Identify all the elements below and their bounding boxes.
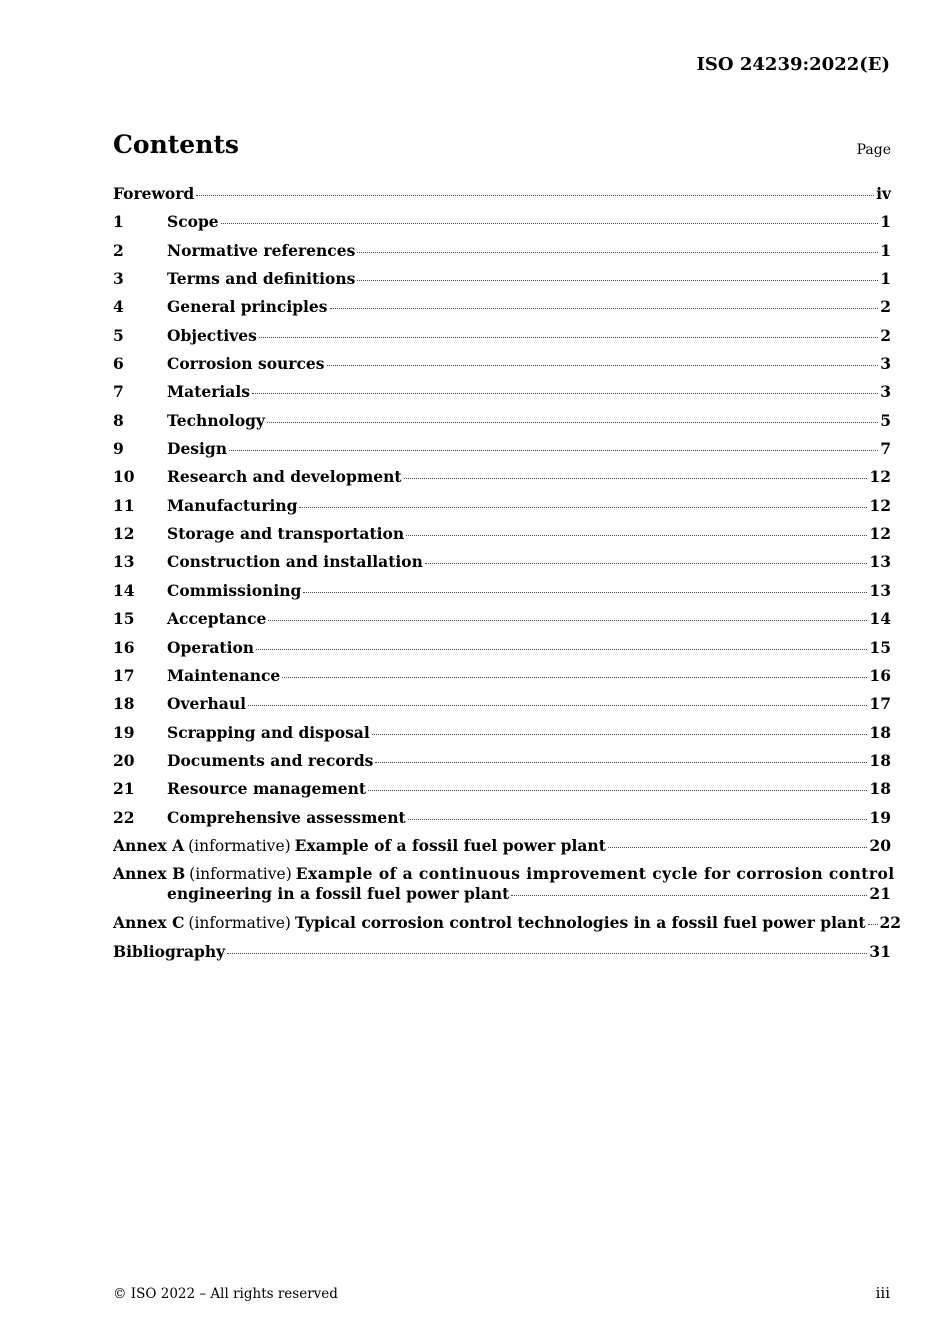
toc-entry-title: Technology bbox=[167, 410, 266, 430]
toc-entry-title: Scope bbox=[167, 212, 219, 232]
toc-entry-clause-8[interactable] bbox=[113, 411, 891, 439]
toc-entry-clause-6[interactable] bbox=[113, 354, 891, 382]
toc-entry-clause-18[interactable] bbox=[113, 694, 891, 722]
dot-leader bbox=[406, 535, 867, 536]
toc-entry-clause-17[interactable] bbox=[113, 666, 891, 694]
dot-leader bbox=[368, 790, 867, 791]
toc-entry-clause-10[interactable] bbox=[113, 467, 891, 495]
toc-entry-number: 15 bbox=[113, 609, 135, 629]
dot-leader bbox=[357, 280, 878, 281]
toc-entry-number: 11 bbox=[113, 495, 135, 515]
toc-entry-page: 14 bbox=[869, 609, 891, 629]
annex-title-line-1 bbox=[113, 864, 895, 884]
toc-entry-page: 12 bbox=[869, 467, 891, 487]
toc-entry-number: 7 bbox=[113, 382, 124, 402]
toc-entry-title: Foreword bbox=[113, 184, 195, 203]
toc-entry-number: 14 bbox=[113, 580, 135, 600]
toc-entry-title: Normative references bbox=[167, 240, 356, 260]
annex-type: (informative) bbox=[189, 865, 292, 884]
annex-title-line-2 bbox=[113, 884, 891, 906]
toc-entry-number: 21 bbox=[113, 779, 135, 799]
toc-entry-number: 18 bbox=[113, 694, 135, 714]
toc-entry-clause-5[interactable] bbox=[113, 326, 891, 354]
toc-entry-page: 18 bbox=[869, 779, 891, 799]
toc-entry-page: 16 bbox=[869, 665, 891, 685]
toc-entry-page: 2 bbox=[880, 325, 891, 345]
toc-entry-title: Corrosion sources bbox=[167, 354, 325, 374]
dot-leader bbox=[248, 705, 867, 706]
dot-leader bbox=[425, 563, 868, 564]
toc-entry-number: 13 bbox=[113, 552, 135, 572]
toc-entry-title: Acceptance bbox=[167, 609, 267, 629]
toc-entry-title: Typical corrosion control technologies in a fossil fuel power plant bbox=[294, 913, 866, 933]
toc-entry-page: 2 bbox=[880, 297, 891, 317]
page-number: iii bbox=[875, 1284, 890, 1302]
toc-entry-title: Example of a continuous improvement cycle for corrosion control bbox=[295, 864, 895, 884]
toc-entry-clause-9[interactable] bbox=[113, 439, 891, 467]
toc-entry-number: 2 bbox=[113, 240, 124, 260]
toc-entry-title: Example of a fossil fuel power plant bbox=[294, 835, 606, 855]
dot-leader bbox=[256, 649, 867, 650]
toc-entry-page: 22 bbox=[879, 913, 902, 933]
toc-entry-number: 16 bbox=[113, 637, 135, 657]
toc-entry-page: 5 bbox=[880, 410, 891, 430]
toc-entry-title: Comprehensive assessment bbox=[167, 807, 406, 827]
toc-entry-clause-3[interactable] bbox=[113, 269, 891, 297]
toc-entry-annex-b[interactable] bbox=[113, 864, 895, 913]
toc-entry-title: Manufacturing bbox=[167, 495, 298, 515]
toc-entry-clause-22[interactable] bbox=[113, 808, 891, 836]
toc-entry-page: 1 bbox=[880, 240, 891, 260]
toc-entry-clause-20[interactable] bbox=[113, 751, 891, 779]
toc-entry-title: Maintenance bbox=[167, 665, 281, 685]
toc-entry-number: 19 bbox=[113, 722, 135, 742]
toc-entry-clause-16[interactable] bbox=[113, 638, 891, 666]
toc-entry-number: 5 bbox=[113, 325, 124, 345]
toc-entry-title: Documents and records bbox=[167, 750, 374, 770]
toc-entry-page: 18 bbox=[869, 750, 891, 770]
dot-leader bbox=[221, 223, 879, 224]
dot-leader bbox=[299, 507, 867, 508]
toc-entry-page: 20 bbox=[869, 835, 891, 855]
copyright-notice: © ISO 2022 – All rights reserved bbox=[113, 1286, 338, 1302]
dot-leader bbox=[511, 895, 867, 896]
page-title: Contents bbox=[113, 130, 240, 159]
toc-entry-title: Design bbox=[167, 439, 228, 459]
dot-leader bbox=[330, 308, 879, 309]
toc-entry-page: 13 bbox=[869, 552, 891, 572]
dot-leader bbox=[408, 819, 868, 820]
page-column-label: Page bbox=[856, 142, 891, 158]
dot-leader bbox=[357, 252, 878, 253]
toc-entry-clause-11[interactable] bbox=[113, 496, 891, 524]
toc-header bbox=[113, 130, 891, 166]
toc-entry-title: Terms and definitions bbox=[167, 269, 356, 289]
toc-entry-title: Resource management bbox=[167, 779, 367, 799]
toc-entry-page: 18 bbox=[869, 722, 891, 742]
document-id: ISO 24239:2022(E) bbox=[696, 54, 890, 75]
annex-type: (informative) bbox=[188, 914, 291, 933]
toc-entry-clause-1[interactable] bbox=[113, 212, 891, 240]
toc-entry-title: Commissioning bbox=[167, 580, 302, 600]
toc-entry-clause-15[interactable] bbox=[113, 609, 891, 637]
toc-entry-page: 31 bbox=[869, 941, 891, 961]
dot-leader bbox=[375, 762, 867, 763]
dot-leader bbox=[404, 478, 868, 479]
toc-entry-number: 17 bbox=[113, 665, 135, 685]
toc-entry-page: 19 bbox=[869, 807, 891, 827]
dot-leader bbox=[229, 450, 878, 451]
toc-entry-page: 12 bbox=[869, 524, 891, 544]
toc-entry-title: Construction and installation bbox=[167, 552, 423, 572]
toc-entry-title: Materials bbox=[167, 382, 250, 402]
toc-entry-page: 12 bbox=[869, 495, 891, 515]
dot-leader bbox=[252, 393, 878, 394]
toc-entry-title: Bibliography bbox=[113, 941, 226, 961]
toc-entry-clause-7[interactable] bbox=[113, 382, 891, 410]
dot-leader bbox=[259, 337, 878, 338]
toc-entry-title: General principles bbox=[167, 297, 328, 317]
toc-entry-bibliography[interactable] bbox=[113, 942, 891, 970]
toc-entry-clause-19[interactable] bbox=[113, 723, 891, 751]
dot-leader bbox=[282, 677, 867, 678]
toc-entry-page: 15 bbox=[869, 637, 891, 657]
toc-entry-page: 1 bbox=[880, 269, 891, 289]
toc-entry-page: 17 bbox=[869, 694, 891, 714]
toc-entry-number: 10 bbox=[113, 467, 135, 487]
toc-entry-number: 20 bbox=[113, 750, 135, 770]
dot-leader bbox=[327, 365, 879, 366]
toc-entry-clause-21[interactable] bbox=[113, 779, 891, 807]
annex-type: (informative) bbox=[188, 836, 291, 855]
toc-entry-number: 3 bbox=[113, 269, 124, 289]
toc-entry-number: 12 bbox=[113, 524, 135, 544]
toc-entry-title: Overhaul bbox=[167, 694, 247, 714]
toc-entry-clause-14[interactable] bbox=[113, 581, 891, 609]
table-of-contents bbox=[113, 184, 902, 970]
toc-entry-title-continued: engineering in a fossil fuel power plant bbox=[167, 884, 510, 904]
toc-entry-number: 9 bbox=[113, 439, 124, 459]
annex-label: Annex B bbox=[113, 864, 186, 884]
toc-entry-title: Research and development bbox=[167, 467, 402, 487]
toc-entry-foreword[interactable] bbox=[113, 184, 891, 212]
toc-entry-title: Storage and transportation bbox=[167, 524, 405, 544]
toc-entry-number: 6 bbox=[113, 354, 124, 374]
toc-entry-page: 7 bbox=[880, 439, 891, 459]
toc-entry-clause-4[interactable] bbox=[113, 297, 891, 325]
toc-entry-page: 3 bbox=[880, 382, 891, 402]
toc-entry-number: 22 bbox=[113, 807, 135, 827]
toc-entry-page: iv bbox=[876, 184, 891, 203]
toc-entry-clause-2[interactable] bbox=[113, 241, 891, 269]
dot-leader bbox=[608, 847, 868, 848]
toc-entry-number: 4 bbox=[113, 297, 124, 317]
toc-entry-page: 13 bbox=[869, 580, 891, 600]
toc-entry-clause-12[interactable] bbox=[113, 524, 891, 552]
toc-entry-annex-c[interactable] bbox=[113, 913, 902, 941]
dot-leader bbox=[268, 620, 867, 621]
toc-entry-title: Operation bbox=[167, 637, 255, 657]
dot-leader bbox=[303, 592, 867, 593]
toc-entry-page: 21 bbox=[869, 884, 891, 904]
toc-entry-annex-a[interactable] bbox=[113, 836, 891, 864]
toc-entry-page: 3 bbox=[880, 354, 891, 374]
annex-label: Annex C bbox=[113, 913, 185, 933]
annex-label: Annex A bbox=[113, 835, 185, 855]
dot-leader bbox=[372, 734, 868, 735]
toc-entry-page: 1 bbox=[880, 212, 891, 232]
dot-leader bbox=[227, 953, 867, 954]
toc-entry-title: Objectives bbox=[167, 325, 257, 345]
toc-entry-title: Scrapping and disposal bbox=[167, 722, 370, 742]
dot-leader bbox=[868, 924, 878, 925]
dot-leader bbox=[196, 195, 874, 196]
toc-entry-number: 1 bbox=[113, 212, 124, 232]
toc-entry-clause-13[interactable] bbox=[113, 552, 891, 580]
toc-entry-number: 8 bbox=[113, 410, 124, 430]
dot-leader bbox=[267, 422, 878, 423]
